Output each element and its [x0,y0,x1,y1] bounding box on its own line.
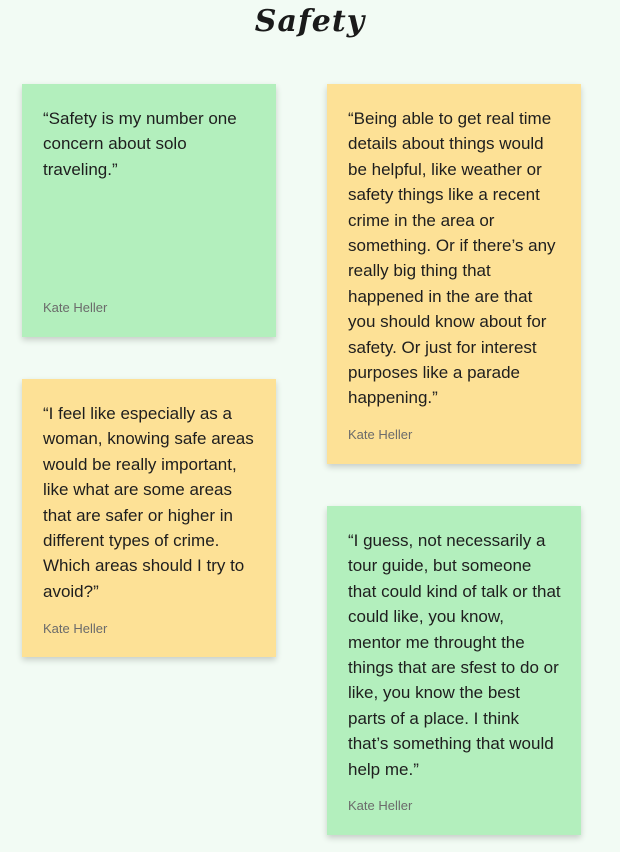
board-title: Safety [254,4,366,39]
sticky-note[interactable] [327,506,581,835]
note-quote: “Safety is my number one concern about solo traveling.” [43,109,237,179]
note-quote: “Being able to get real time details about things would be helpful, like weather or safety things like a recent crime in the area or something. Or if there’s any really big thing that happened in the are that you should know about for safety. Or just for interest purposes like a parade happening.” [348,109,556,408]
sticky-note[interactable] [22,379,276,657]
sticky-note[interactable] [22,84,276,337]
note-author: Kate Heller [43,300,108,315]
note-quote: “I guess, not necessarily a tour guide, but someone that could kind of talk or that could like, you know, mentor me throught the things that are sfest to do or like, you know the best parts of a place. I think that’s something that would help me.” [348,531,561,779]
note-author: Kate Heller [43,621,108,636]
sticky-note[interactable] [327,84,581,464]
note-quote: “I feel like especially as a woman, knowing safe areas would be really important, like what are some areas that are safer or higher in different types of crime. Which areas should I try to avoid?” [43,404,254,601]
note-author: Kate Heller [348,427,413,442]
note-author: Kate Heller [348,798,413,813]
